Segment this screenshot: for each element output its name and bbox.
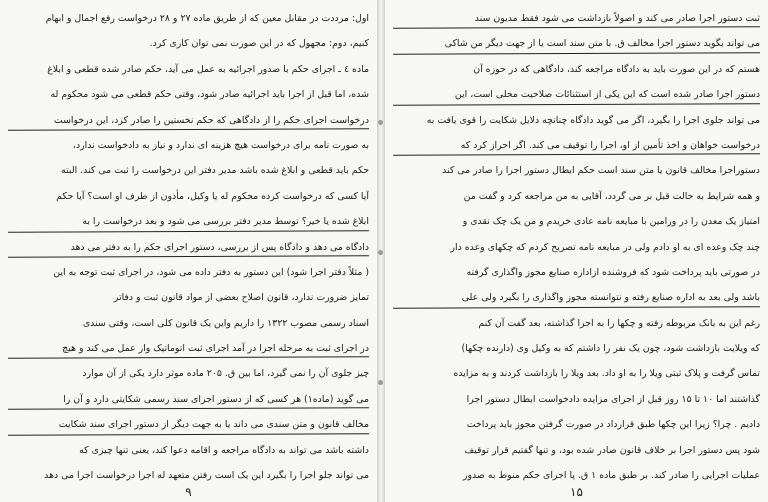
text-line: می تواند جلو اجرا را بگیرد این یک است رفتن متعهد له اجرا درخواست اجرا می دهد bbox=[44, 470, 369, 482]
text-line: مخالف قانون و متن سندی می داند یا به جهت دیگر از دستور اجرای سند شکایت bbox=[8, 412, 369, 437]
right-page bbox=[385, 0, 768, 502]
text-line: که ویلایت بازداشت شود، چون یک نفر را داشتم که به وکیل وی (دارنده چکها) bbox=[461, 343, 760, 355]
binding-hole bbox=[378, 250, 383, 255]
right-page-text bbox=[393, 6, 760, 488]
text-line: کنیم، دوم: مجهول که در این صورت نمی توان کاری کرد. bbox=[149, 38, 369, 50]
text-line: و همه شرایط به حالت قبل بر می گردد، آقایی به من مراجعه کرد و گفت من bbox=[463, 190, 760, 202]
text-line: گذاشتند اما ۱۰ تا ۱۵ روز قبل از اجرای مزایده دادخواست ابطال دستور اجرا bbox=[466, 393, 760, 405]
text-line: هستم که در این صورت باید به دادگاه مراجعه کند، دادگاهی که در حوزه آن bbox=[473, 63, 760, 75]
text-line: می گوید (ماده۱) هر کسی که از دستور اجرای سند رسمی شکایتی دارد و آن را bbox=[8, 387, 369, 412]
text-line: شده، اما قبل از اجرا باید اجرائیه صادر شود، وقتی حکم قطعی می شود محکوم له bbox=[50, 89, 369, 101]
text-line: ابلاغ شده یا خیر؟ توسط مدیر دفتر بررسی می شود و بعد درخواست را به bbox=[8, 209, 369, 234]
text-line: اسناد رسمی مصوب ۱۳۲۲ را داریم واین یک قانون کلی است، وقتی سندی bbox=[82, 317, 369, 329]
text-line: باشد ولی بعد به اداره صنایع رفته و نتوانسته مجوز واگذاری را بگیرد ولی علی bbox=[393, 285, 760, 310]
text-line: دستوراجرا مخالف قانون یا متن سند است حکم ابطال دستور اجرا را صادر می کند bbox=[442, 165, 760, 177]
text-line: می تواند بگوید دستور اجرا مخالف ق. با متن سند است یا از جهت دیگر من شاکی bbox=[393, 31, 760, 56]
text-line: چند چک وعده ای به او دادم ولی در مبایعه نامه تصریح کردم که چکهای وعده دار bbox=[450, 241, 760, 253]
text-line: در صورتی باید پرداخت شود که فروشنده ازاداره صنایع مجوز واگذاری گرفته bbox=[466, 266, 760, 278]
text-line: آیا کسی که درخواست کرده محکوم له یا وکیل، مأذون از طرف او است؟ آیا حکم bbox=[56, 190, 369, 202]
left-page-text bbox=[8, 6, 369, 488]
text-line: ثبت دستور اجرا صادر می کند و اصولاً بازداشت می شود فقط مدیون سند bbox=[393, 6, 760, 31]
text-line: درخواست اجرای حکم را از دادگاهی که حکم نخستین را صادر کرد، این درخواست bbox=[8, 108, 369, 133]
text-line: ( مثلاً دفتر اجرا شود) این دستور به دفتر داده می شود، در اجرای ثبت توجه به این bbox=[53, 266, 369, 278]
right-page-number: ۱۵ bbox=[570, 485, 583, 499]
binding-hole bbox=[378, 380, 383, 385]
text-line: دادیم . چرا؟ زیرا این چکها طبق قرارداد در صورت گرفتن مجوز باید پرداخت bbox=[466, 419, 760, 431]
text-line: در اجرای ثبت به مرحله اجرا در آمد اجرای ثبت اتوماتیک وار عمل می کند و هیچ bbox=[8, 336, 369, 361]
binding-hole bbox=[378, 120, 383, 125]
text-line: رغم این به بانک مربوطه رفته و چکها را به اجرا گذاشته، بعد گفت آن کنم bbox=[478, 317, 760, 329]
text-line: امتیاز یک معدن را در ورامین با مبایعه نامه عادی خریدم و من یک چک نقدی و bbox=[462, 216, 760, 228]
text-line: ماده ٤ ـ اجرای حکم با صدور اجرائیه به عمل می آید، حکم صادر شده قطعی و ابلاغ bbox=[47, 63, 369, 75]
book-gutter bbox=[377, 0, 385, 502]
text-line: درخواست خواهان و اخذ تأمین از او، اجرا را توقیف می کند. اگر احراز کرد که bbox=[393, 133, 760, 158]
text-line: دستور اجرا صادر شده است که این یکی از استثنائات صلاحیت محلی است، این bbox=[393, 82, 760, 107]
text-line: به صورت نامه برای درخواست هیچ هزینه ای ندارد و نیاز به دادخواست ندارد، bbox=[72, 139, 369, 151]
text-line: تمایز ضرورت ندارد، قانون اصلاح بعضی از مواد قانون ثبت و دفاتر bbox=[113, 292, 369, 304]
left-page-number: ۹ bbox=[185, 485, 192, 499]
text-line: شود پس دستور اجرا بر خلاف قانون صادر شده بود، و تنها گفتیم قرار توقیف bbox=[464, 444, 760, 456]
text-line: می تواند جلوی اجرا را بگیرد، اگر می گوید دادگاه چنانچه دلایل شکایت را قوی یافت به bbox=[426, 114, 760, 126]
text-line: دادگاه می دهد و دادگاه پس از بررسی، دستور اجرای حکم را به دفتر می دهد bbox=[8, 235, 369, 260]
text-line: عملیات اجرایی را صادر کند. بر طبق ماده ۱ ق. پا اجرای حکم منوط به صدور bbox=[462, 470, 760, 482]
left-page bbox=[0, 0, 377, 502]
text-line: تماس گرفت و پلاک ثبتی ویلا را به او داد. بعد ویلا را بازداشت کردند و به مزایده bbox=[453, 368, 760, 380]
text-line: داشته باشد می تواند به دادگاه مراجعه و اقامه دعوا کند، یعنی تنها چیزی که bbox=[79, 444, 369, 456]
text-line: اول: مرددت در مقابل معین که از طریق ماده ۲۷ و ۲۸ درخواست رفع اجمال و ابهام bbox=[45, 13, 369, 24]
text-line: چیز جلوی آن را نمی گیرد، اما بین ق. ۲۰۵ ماده موثر دارد یکی از آن موارد bbox=[82, 368, 369, 380]
text-line: حکم باید قطعی و ابلاغ شده باشد مدیر دفتر این درخواست را ثبت می کند. البته bbox=[61, 165, 369, 177]
